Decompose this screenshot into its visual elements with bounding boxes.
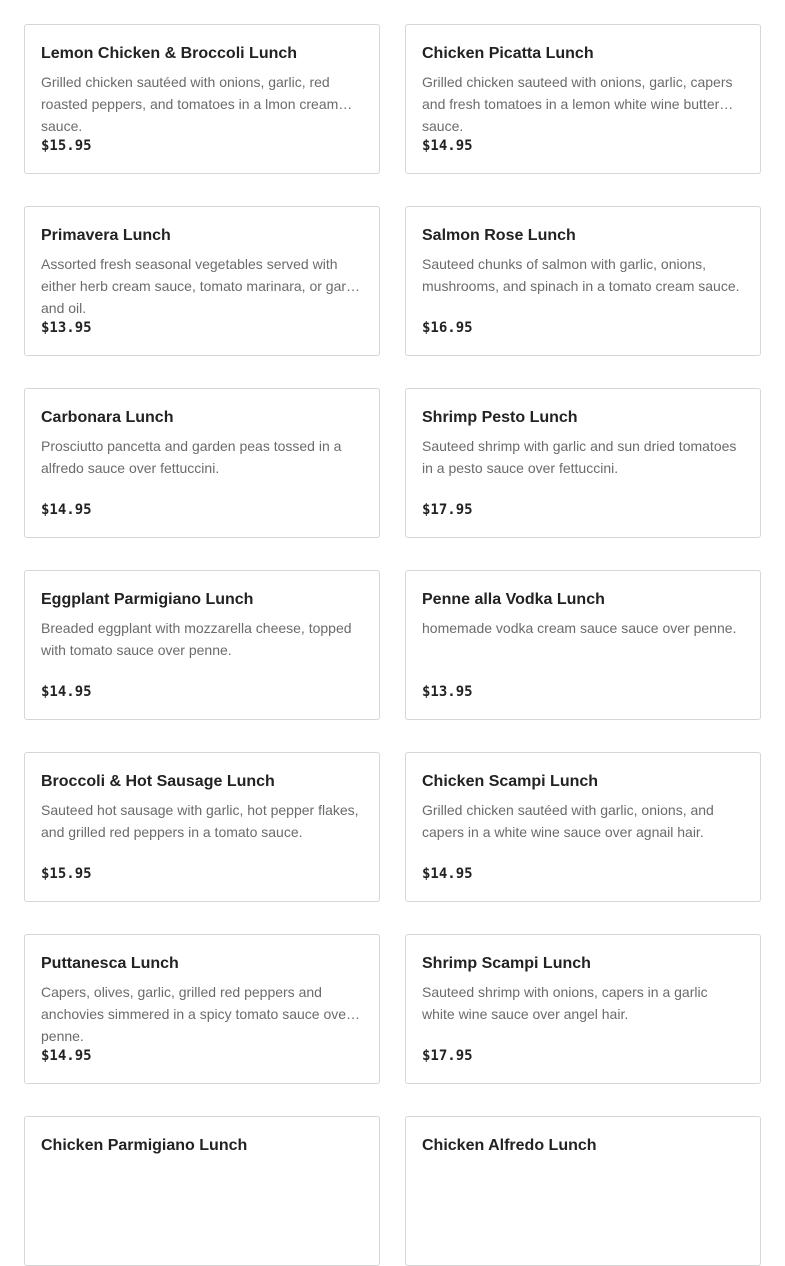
menu-item-price: $14.95	[41, 1048, 92, 1064]
menu-item-description: Sauteed chunks of salmon with garlic, onions, mushrooms, and spinach in a tomato cream sauce.	[422, 256, 740, 294]
menu-item-price: $14.95	[41, 502, 92, 518]
menu-item-price: $14.95	[422, 866, 473, 882]
menu-grid	[24, 24, 761, 1266]
menu-item-name: Chicken Parmigiano Lunch	[41, 1137, 248, 1154]
menu-item-name: Lemon Chicken & Broccoli Lunch	[41, 45, 298, 62]
menu-item-description: Breaded eggplant with mozzarella cheese, topped with tomato sauce over penne.	[41, 620, 352, 658]
menu-item-description: Sauteed shrimp with onions, capers in a garlic white wine sauce over angel hair.	[422, 984, 708, 1022]
menu-item-name: Broccoli & Hot Sausage Lunch	[41, 773, 275, 790]
menu-item-description: Grilled chicken sautéed with garlic, onions, and capers in a white wine sauce over agnail hair.	[422, 802, 714, 840]
menu-item-description: Sauteed hot sausage with garlic, hot pepper flakes, and grilled red peppers in a tomato sauce.	[41, 802, 359, 840]
menu-item-price: $17.95	[422, 502, 473, 518]
menu-item-card[interactable]	[405, 24, 761, 174]
menu-item-price: $13.95	[422, 684, 473, 700]
menu-item-card[interactable]	[24, 752, 380, 902]
menu-item-name: Chicken Picatta Lunch	[422, 45, 594, 62]
menu-item-name: Penne alla Vodka Lunch	[422, 591, 605, 608]
menu-item-name: Primavera Lunch	[41, 227, 171, 244]
menu-item-description: Assorted fresh seasonal vegetables served with either herb cream sauce, tomato marinara, or garlic and oil.	[41, 256, 360, 316]
menu-item-description: Prosciutto pancetta and garden peas tossed in a alfredo sauce over fettuccini.	[41, 438, 342, 476]
menu-item-card[interactable]	[405, 934, 761, 1084]
menu-item-card[interactable]	[24, 388, 380, 538]
menu-item-price: $16.95	[422, 320, 473, 336]
menu-item-name: Eggplant Parmigiano Lunch	[41, 591, 254, 608]
menu-item-card[interactable]	[24, 206, 380, 356]
menu-item-name: Chicken Scampi Lunch	[422, 773, 599, 790]
menu-item-price: $14.95	[41, 684, 92, 700]
menu-item-description	[41, 1163, 363, 1207]
menu-item-price: $13.95	[41, 320, 92, 336]
menu-item-card[interactable]	[405, 1116, 761, 1266]
menu-item-card[interactable]	[405, 388, 761, 538]
menu-item-price: $17.95	[422, 1048, 473, 1064]
menu-item-description: Grilled chicken sauteed with onions, garlic, capers and fresh tomatoes in a lemon white wine butter sauce.	[422, 74, 733, 134]
menu-item-price: $15.95	[41, 866, 92, 882]
menu-item-card[interactable]	[405, 570, 761, 720]
menu-item-description: homemade vodka cream sauce sauce over penne.	[422, 620, 737, 636]
menu-item-description: Grilled chicken sautéed with onions, garlic, red roasted peppers, and tomatoes in a lmon cream sauce.	[41, 74, 339, 134]
menu-item-name: Carbonara Lunch	[41, 409, 174, 426]
menu-item-card[interactable]	[24, 24, 380, 174]
menu-item-name: Chicken Alfredo Lunch	[422, 1137, 597, 1154]
menu-item-description: Sauteed shrimp with garlic and sun dried tomatoes in a pesto sauce over fettuccini.	[422, 438, 737, 476]
menu-item-card[interactable]	[405, 752, 761, 902]
menu-item-price: $15.95	[41, 138, 92, 154]
menu-item-name: Shrimp Scampi Lunch	[422, 955, 591, 972]
menu-item-name: Salmon Rose Lunch	[422, 227, 576, 244]
menu-item-name: Puttanesca Lunch	[41, 955, 179, 972]
menu-item-card[interactable]	[405, 206, 761, 356]
menu-item-description: Capers, olives, garlic, grilled red peppers and anchovies simmered in a spicy tomato sauce over penne.	[41, 984, 351, 1044]
menu-item-description	[422, 1163, 744, 1207]
menu-item-card[interactable]	[24, 934, 380, 1084]
menu-item-card[interactable]	[24, 570, 380, 720]
menu-item-price: $14.95	[422, 138, 473, 154]
menu-item-name: Shrimp Pesto Lunch	[422, 409, 578, 426]
menu-item-card[interactable]	[24, 1116, 380, 1266]
